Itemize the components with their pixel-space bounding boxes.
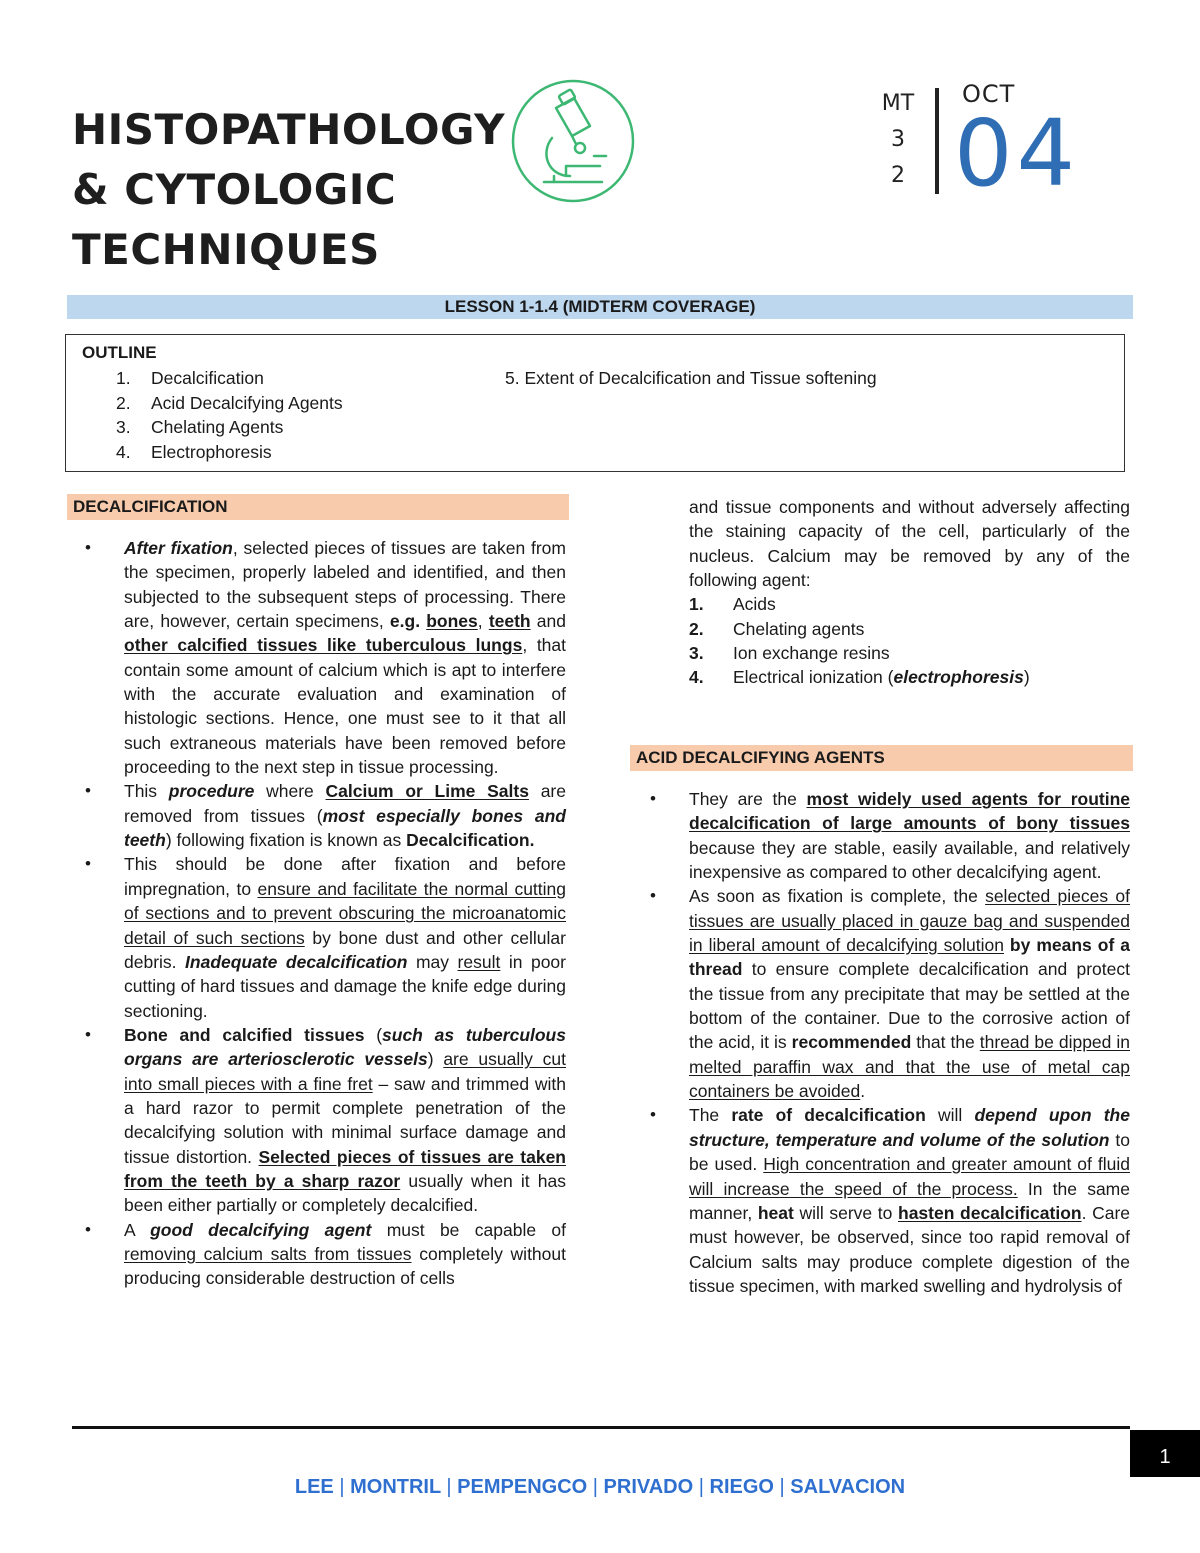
author-list [0, 1476, 1200, 1499]
text: Electrical ionization ( [733, 667, 894, 688]
text: ( [364, 1024, 383, 1045]
continuation-paragraph: and tissue components and without adversely affecting the staining capacity of the cell, particularly of the nucleus. Calcium may be removed by any of the following agent: [689, 497, 1130, 591]
underlined-text: are usually cut into small pieces with a fine fret [124, 1049, 566, 1094]
text: They are the [689, 789, 807, 809]
outline-item [116, 440, 343, 465]
underlined-text: removing calcium salts from tissues [124, 1243, 412, 1264]
text: ) [427, 1049, 444, 1070]
author-separator: | [592, 1476, 598, 1498]
author-name: PEMPENGCO [457, 1476, 588, 1498]
emphasis: bones [426, 611, 478, 632]
text: In the same manner, [689, 1178, 1130, 1223]
text: , that contain some amount of calcium which is apt to interfere with the accurate evaluation and examination of histologic sections. Hence, one must see to it that all such extraneous materials have been removed before proceeding to the next step in tissue processing. [124, 635, 567, 778]
text: will [925, 1105, 975, 1126]
text: This [124, 781, 169, 802]
text: A [124, 1219, 151, 1240]
bullet-item [632, 1103, 1130, 1298]
acid-body [632, 787, 1130, 1298]
text: As soon as fixation is complete, the [689, 886, 986, 907]
author-separator: | [698, 1476, 704, 1498]
emphasis: electrophoresis [893, 667, 1024, 688]
course-code [872, 86, 924, 194]
emphasis: hasten decalcification [898, 1202, 1082, 1223]
agent-label [733, 665, 1030, 689]
author-name: MONTRIL [350, 1476, 441, 1498]
emphasis: heat [757, 1202, 794, 1223]
title-line-2: & CYTOLOGIC [72, 165, 397, 214]
emphasis: most especially bones and teeth [124, 805, 566, 851]
course-code-num-2: 2 [891, 163, 905, 188]
title-line-1: HISTOPATHOLOGY [72, 105, 505, 154]
bullet-item [67, 852, 566, 1022]
emphasis: Selected pieces of tissues are taken from the teeth by a sharp razor [124, 1146, 567, 1191]
section-heading-decalcification: DECALCIFICATION [67, 494, 569, 520]
text: and [530, 611, 566, 632]
agent-item [689, 592, 1130, 616]
date-month: OCT [962, 80, 1016, 108]
agent-num: 3. [689, 643, 704, 664]
date-day: 04 [954, 100, 1080, 207]
author-separator: | [339, 1476, 345, 1498]
agent-item [689, 641, 1130, 665]
agent-num: 4. [689, 667, 704, 688]
outline-item [116, 366, 343, 391]
agent-list [689, 592, 1130, 689]
text: ) [1023, 667, 1030, 688]
outline-label: Acid Decalcifying Agents [151, 392, 343, 413]
emphasis: After fixation [124, 538, 233, 558]
outline-label: Chelating Agents [151, 417, 284, 437]
emphasis: other calcified tissues like tuberculous lungs [124, 635, 523, 656]
outline-title: OUTLINE [82, 343, 157, 362]
text: completely without producing considerable destruction of cells [124, 1243, 566, 1289]
author-name: LEE [294, 1476, 334, 1498]
text: – saw and trimmed with a hard razor to permit complete penetration of the decalcifying solution with minimal surface damage and tissue distortion. [124, 1073, 566, 1167]
text: . [860, 1081, 866, 1102]
emphasis: most widely used agents for routine decalcification of large amounts of bony tissues [689, 789, 1130, 834]
bullet-item [67, 1023, 566, 1218]
course-code-label: MT [881, 91, 915, 116]
emphasis: procedure [168, 781, 255, 802]
bullet-item [67, 536, 566, 779]
text: The [689, 1105, 732, 1126]
emphasis: Bone and calcified tissues [124, 1024, 365, 1045]
right-column-continuation [689, 495, 1130, 690]
emphasis: recommended [791, 1032, 912, 1053]
emphasis: good decalcifying agent [150, 1219, 372, 1240]
agent-item [689, 617, 1130, 641]
underlined-text: High concentration and greater amount of fluid will increase the speed of the process. [689, 1154, 1130, 1199]
document-title [72, 100, 512, 280]
outline-num: 1. [116, 368, 131, 388]
title-line-3: TECHNIQUES [72, 225, 380, 274]
emphasis: Calcium or Lime Salts [325, 781, 529, 802]
emphasis: e.g. [389, 611, 421, 632]
text: This should be done after fixation and before impregnation, to [124, 854, 566, 899]
emphasis: such as tuberculous organs are arteriosclerotic vessels [124, 1024, 566, 1070]
outline-label: Electrophoresis [151, 441, 272, 462]
text: . Care must however, be observed, since too rapid removal of Calcium salts may produce complete digestion of the tissue specimen, with marked swelling and hydrolysis of [689, 1202, 1131, 1296]
agent-label: Ion exchange resins [733, 643, 890, 664]
text: by bone dust and other cellular debris. [124, 927, 566, 972]
emphasis: teeth [488, 611, 531, 632]
outline-item [116, 391, 343, 416]
text: will serve to [793, 1202, 898, 1223]
decalcification-body [67, 536, 566, 1291]
text: to be used. [689, 1129, 1130, 1175]
text: , [477, 611, 489, 632]
text: are removed from tissues ( [124, 781, 566, 826]
emphasis: Inadequate decalcification [185, 951, 408, 972]
outline-num: 4. [116, 441, 131, 462]
bullet-item [67, 779, 566, 852]
author-name: PRIVADO [603, 1476, 694, 1498]
emphasis: depend upon the structure, temperature and volume of the solution [689, 1105, 1130, 1150]
agent-label: Chelating agents [733, 618, 865, 639]
section-heading-acid-agents: ACID DECALCIFYING AGENTS [630, 745, 1133, 771]
text: to ensure complete decalcification and protect the tissue from any precipitate that may be settled at the bottom of the container. Due to the corrosive action of the acid, it is [689, 959, 1130, 1053]
text: because they are stable, easily available, and relatively inexpensive as compared to other decalcifying agent. [689, 837, 1130, 883]
outline-list [116, 366, 343, 464]
outline-item [116, 415, 343, 440]
outline-label: Decalcification [151, 368, 264, 388]
outline-box [65, 334, 1125, 472]
bullet-item [67, 1218, 566, 1291]
underlined-text: result [457, 951, 501, 972]
text: ) following fixation is known as [165, 830, 407, 851]
author-name: SALVACION [790, 1476, 906, 1498]
text: usually when it has been either partially or completely decalcified. [124, 1170, 566, 1216]
author-separator: | [446, 1476, 452, 1498]
bullet-item [632, 884, 1130, 1103]
text: must be capable of [371, 1219, 567, 1240]
page-number: 1 [1130, 1430, 1200, 1477]
agent-label: Acids [733, 594, 776, 615]
text: where [254, 781, 326, 802]
author-separator: | [779, 1476, 785, 1498]
emphasis: by means of a thread [689, 935, 1130, 980]
microscope-icon [510, 78, 636, 204]
text: in poor cutting of hard tissues and damage the knife edge during sectioning. [124, 951, 566, 1021]
footer-rule [72, 1426, 1130, 1429]
emphasis: rate of decalcification [731, 1105, 926, 1126]
lesson-banner: LESSON 1-1.4 (MIDTERM COVERAGE) [67, 295, 1133, 319]
underlined-text: selected pieces of tissues are usually placed in gauze bag and suspended in liberal amount of decalcifying solution [689, 886, 1130, 956]
header-divider [935, 88, 939, 194]
agent-num: 1. [689, 594, 704, 615]
bullet-item [632, 787, 1130, 884]
underlined-text: ensure and facilitate the normal cutting of sections and to prevent obscuring the microanatomic detail of such sections [124, 878, 566, 948]
agent-num: 2. [689, 618, 704, 639]
author-name: RIEGO [709, 1476, 774, 1498]
underlined-text: thread be dipped in melted paraffin wax and that the use of metal cap containers be avoided [689, 1032, 1131, 1102]
outline-item-5: 5. Extent of Decalcification and Tissue softening [505, 368, 877, 388]
text: , selected pieces of tissues are taken from the specimen, properly labeled and identified, and then subjected to the subsequent steps of processing. There are, however, certain specimens, [124, 538, 566, 632]
outline-num: 3. [116, 417, 131, 437]
text: may [407, 951, 458, 972]
outline-num: 2. [116, 392, 131, 413]
agent-item [689, 665, 1130, 689]
text: that the [911, 1032, 980, 1053]
emphasis: Decalcification. [406, 830, 535, 851]
course-code-num-1: 3 [891, 127, 905, 152]
